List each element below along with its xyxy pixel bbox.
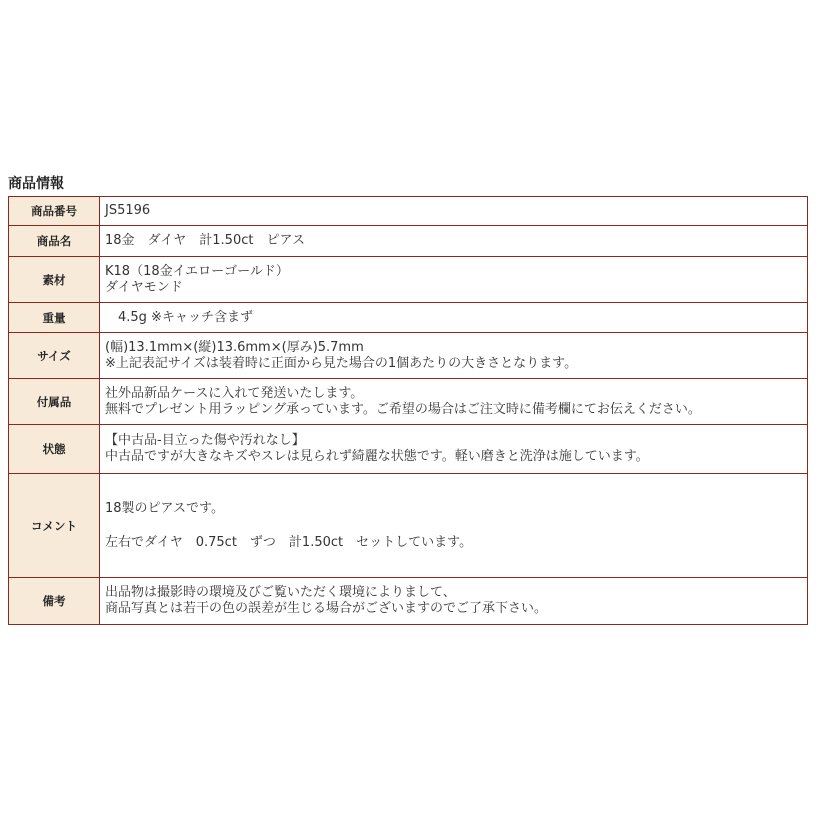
remarks-line-2: 商品写真とは若干の色の誤差が生じる場合がございますのでご了承下さい。 <box>105 601 548 616</box>
comment-line-2: 左右でダイヤ 0.75ct ずつ 計1.50ct セットしています。 <box>105 534 473 550</box>
product-info-table <box>8 196 808 625</box>
accessories-line-2: 無料でプレゼント用ラッピング承っています。ご希望の場合はご注文時に備考欄にてお伝えください。 <box>105 401 701 417</box>
material-label: 素材 <box>9 257 100 303</box>
product-number-label: 商品番号 <box>9 197 100 226</box>
table-row <box>9 197 808 226</box>
accessories-value <box>100 379 808 425</box>
remarks-label: 備考 <box>9 578 100 625</box>
condition-line-1: 【中古品-目立った傷や汚れなし】 <box>105 433 305 448</box>
size-line-1: (幅)13.1mm×(縦)13.6mm×(厚み)5.7mm <box>105 339 364 355</box>
comment-value <box>100 474 808 578</box>
table-row <box>9 333 808 379</box>
accessories-label: 付属品 <box>9 379 100 425</box>
condition-value <box>100 425 808 474</box>
condition-label: 状態 <box>9 425 100 474</box>
table-row <box>9 226 808 257</box>
material-value <box>100 257 808 303</box>
product-name-label: 商品名 <box>9 226 100 257</box>
product-number-text: JS5196 <box>105 203 151 218</box>
size-value <box>100 333 808 379</box>
size-label: サイズ <box>9 333 100 379</box>
product-name-text: 18金 ダイヤ 計1.50ct ピアス <box>105 233 305 248</box>
section-title: 商品情報 <box>8 176 64 192</box>
remarks-line-1: 出品物は撮影時の環境及びご覧いただく環境によりまして、 <box>105 585 456 600</box>
weight-text: 4.5g ※キャッチ含まず <box>105 309 253 325</box>
table-row <box>9 303 808 333</box>
weight-label: 重量 <box>9 303 100 333</box>
table-row <box>9 578 808 625</box>
size-line-2: ※上記表記サイズは装着時に正面から見た場合の1個あたりの大きさとなります。 <box>105 355 578 371</box>
product-name-value <box>100 226 808 257</box>
table-row <box>9 474 808 578</box>
material-line-2: ダイヤモンド <box>105 279 183 295</box>
condition-line-2: 中古品ですが大きなキズやスレは見られず綺麗な状態です。軽い磨きと洗浄は施しています。 <box>105 449 649 464</box>
accessories-line-1: 社外品新品ケースに入れて発送いたします。 <box>105 385 364 401</box>
weight-value <box>100 303 808 333</box>
table-row <box>9 257 808 303</box>
material-line-1: K18（18金イエローゴールド） <box>105 263 289 279</box>
table-row <box>9 379 808 425</box>
comment-label: コメント <box>9 474 100 578</box>
product-number-value <box>100 197 808 226</box>
remarks-value <box>100 578 808 625</box>
comment-line-1: 18製のピアスです。 <box>105 500 224 516</box>
table-row <box>9 425 808 474</box>
